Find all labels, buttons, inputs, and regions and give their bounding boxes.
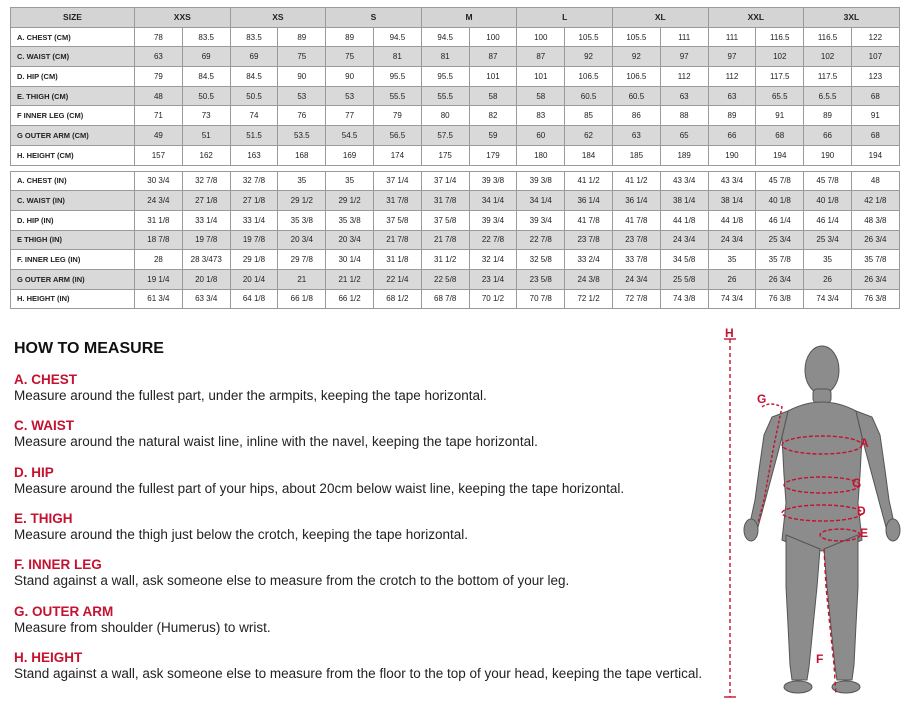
table-cell: 41 7/8	[612, 210, 660, 230]
table-cell: 89	[804, 106, 852, 126]
table-row	[11, 269, 900, 289]
table-cell: 39 3/4	[469, 210, 517, 230]
table-cell: 26	[708, 269, 756, 289]
table-cell: 22 7/8	[469, 230, 517, 250]
table-cell: 24 3/4	[660, 230, 708, 250]
table-cell: 70 1/2	[469, 289, 517, 309]
row-label: C. WAIST (CM)	[11, 47, 135, 67]
size-header: XL	[612, 8, 708, 28]
table-cell: 51.5	[230, 126, 278, 146]
table-cell: 57.5	[421, 126, 469, 146]
table-cell: 123	[851, 67, 899, 87]
measure-title: C. WAIST	[14, 418, 74, 433]
table-row	[11, 145, 900, 165]
table-cell: 20 1/4	[230, 269, 278, 289]
row-label: D. HIP (IN)	[11, 210, 135, 230]
size-header-row	[11, 8, 900, 28]
table-cell: 21	[278, 269, 326, 289]
table-cell: 51	[182, 126, 230, 146]
table-cell: 28 3/473	[182, 250, 230, 270]
table-cell: 48 3/8	[851, 210, 899, 230]
table-cell: 106.5	[612, 67, 660, 87]
measure-title: G. OUTER ARM	[14, 604, 114, 619]
table-cell: 34 1/4	[469, 191, 517, 211]
measure-text: Measure around the fullest part, under the armpits, keeping the tape horizontal.	[14, 388, 487, 403]
table-cell: 74 3/4	[708, 289, 756, 309]
table-cell: 65	[660, 126, 708, 146]
table-cell: 112	[708, 67, 756, 87]
table-cell: 117.5	[756, 67, 804, 87]
table-cell: 174	[373, 145, 421, 165]
table-row	[11, 106, 900, 126]
table-cell: 20 3/4	[326, 230, 374, 250]
table-cell: 48	[135, 86, 183, 106]
table-cell: 19 7/8	[230, 230, 278, 250]
table-cell: 179	[469, 145, 517, 165]
table-cell: 116.5	[756, 27, 804, 47]
table-cell: 19 7/8	[182, 230, 230, 250]
table-cell: 22 1/4	[373, 269, 421, 289]
table-cell: 31 7/8	[421, 191, 469, 211]
table-cell: 23 7/8	[565, 230, 613, 250]
table-cell: 76 3/8	[851, 289, 899, 309]
table-cell: 92	[565, 47, 613, 67]
table-cell: 58	[469, 86, 517, 106]
measure-item-inner-leg	[14, 557, 704, 589]
table-cell: 184	[565, 145, 613, 165]
table-cell: 37 5/8	[421, 210, 469, 230]
table-row	[11, 250, 900, 270]
row-label: A. CHEST (IN)	[11, 171, 135, 191]
measure-text: Measure around the thigh just below the crotch, keeping the tape horizontal.	[14, 527, 469, 542]
table-cell: 45 7/8	[804, 171, 852, 191]
table-cell: 122	[851, 27, 899, 47]
size-header: 3XL	[804, 8, 900, 28]
table-cell: 39 3/8	[469, 171, 517, 191]
measure-text: Stand against a wall, ask someone else to measure from the crotch to the bottom of your leg.	[14, 573, 570, 588]
table-cell: 61 3/4	[135, 289, 183, 309]
table-cell: 111	[708, 27, 756, 47]
table-cell: 65.5	[756, 86, 804, 106]
table-cell: 49	[135, 126, 183, 146]
table-cell: 63	[708, 86, 756, 106]
table-cell: 25 3/4	[804, 230, 852, 250]
table-cell: 18 7/8	[135, 230, 183, 250]
row-label: A. CHEST (CM)	[11, 27, 135, 47]
table-cell: 50.5	[230, 86, 278, 106]
table-cell: 83.5	[230, 27, 278, 47]
table-cell: 45 7/8	[756, 171, 804, 191]
table-cell: 36 1/4	[565, 191, 613, 211]
measure-title: D. HIP	[14, 465, 54, 480]
measure-title: E. THIGH	[14, 511, 73, 526]
table-cell: 63	[135, 47, 183, 67]
measure-item-waist	[14, 418, 704, 450]
table-cell: 22 5/8	[421, 269, 469, 289]
table-cell: 21 1/2	[326, 269, 374, 289]
size-chart-table	[10, 7, 900, 309]
table-cell: 63 3/4	[182, 289, 230, 309]
table-cell: 75	[278, 47, 326, 67]
table-cell: 26 3/4	[851, 230, 899, 250]
table-cell: 26 3/4	[756, 269, 804, 289]
measure-text: Measure around the natural waist line, inline with the navel, keeping the tape horizontal.	[14, 434, 538, 449]
table-cell: 92	[612, 47, 660, 67]
table-cell: 41 1/2	[612, 171, 660, 191]
table-cell: 87	[517, 47, 565, 67]
table-cell: 105.5	[565, 27, 613, 47]
table-cell: 100	[517, 27, 565, 47]
table-cell: 32 7/8	[230, 171, 278, 191]
letter-d: D	[857, 504, 866, 518]
table-cell: 91	[851, 106, 899, 126]
how-to-measure-heading: HOW TO MEASURE	[14, 340, 164, 357]
table-cell: 38 1/4	[708, 191, 756, 211]
table-cell: 175	[421, 145, 469, 165]
table-cell: 59	[469, 126, 517, 146]
body-measurement-figure	[712, 325, 907, 700]
table-cell: 71	[135, 106, 183, 126]
table-row	[11, 289, 900, 309]
table-cell: 89	[278, 27, 326, 47]
table-cell: 29 1/2	[278, 191, 326, 211]
table-cell: 37 1/4	[421, 171, 469, 191]
table-row	[11, 191, 900, 211]
table-cell: 42 1/8	[851, 191, 899, 211]
table-cell: 54.5	[326, 126, 374, 146]
table-cell: 24 3/4	[612, 269, 660, 289]
table-cell: 56.5	[373, 126, 421, 146]
table-cell: 35	[708, 250, 756, 270]
table-cell: 38 1/4	[660, 191, 708, 211]
table-cell: 101	[469, 67, 517, 87]
table-cell: 89	[708, 106, 756, 126]
table-cell: 60.5	[565, 86, 613, 106]
table-cell: 53	[326, 86, 374, 106]
table-cell: 31 1/8	[373, 250, 421, 270]
table-cell: 32 1/4	[469, 250, 517, 270]
table-cell: 23 5/8	[517, 269, 565, 289]
table-cell: 35	[326, 171, 374, 191]
table-cell: 117.5	[804, 67, 852, 87]
table-cell: 90	[278, 67, 326, 87]
table-cell: 189	[660, 145, 708, 165]
measure-title: H. HEIGHT	[14, 650, 83, 665]
table-cell: 90	[326, 67, 374, 87]
table-cell: 33 7/8	[612, 250, 660, 270]
table-cell: 30 1/4	[326, 250, 374, 270]
table-cell: 29 1/8	[230, 250, 278, 270]
table-cell: 185	[612, 145, 660, 165]
table-cell: 27 1/8	[182, 191, 230, 211]
table-cell: 190	[804, 145, 852, 165]
table-cell: 85	[565, 106, 613, 126]
table-cell: 94.5	[421, 27, 469, 47]
table-cell: 40 1/8	[804, 191, 852, 211]
table-cell: 55.5	[373, 86, 421, 106]
table-cell: 32 7/8	[182, 171, 230, 191]
table-cell: 27 1/8	[230, 191, 278, 211]
measure-title: F. INNER LEG	[14, 557, 102, 572]
row-label: H. HEIGHT (CM)	[11, 145, 135, 165]
row-label: F. INNER LEG (IN)	[11, 250, 135, 270]
table-cell: 44 1/8	[660, 210, 708, 230]
table-cell: 25 3/4	[756, 230, 804, 250]
table-cell: 22 7/8	[517, 230, 565, 250]
table-cell: 68 7/8	[421, 289, 469, 309]
size-header: M	[421, 8, 517, 28]
table-cell: 78	[135, 27, 183, 47]
table-cell: 39 3/4	[517, 210, 565, 230]
table-cell: 46 1/4	[804, 210, 852, 230]
table-cell: 37 1/4	[373, 171, 421, 191]
table-cell: 34 1/4	[517, 191, 565, 211]
table-cell: 28	[135, 250, 183, 270]
table-cell: 86	[612, 106, 660, 126]
table-cell: 162	[182, 145, 230, 165]
table-cell: 100	[469, 27, 517, 47]
table-cell: 194	[851, 145, 899, 165]
table-cell: 83	[517, 106, 565, 126]
table-cell: 84.5	[230, 67, 278, 87]
table-cell: 64 1/8	[230, 289, 278, 309]
table-cell: 6.5.5	[804, 86, 852, 106]
table-cell: 36 1/4	[612, 191, 660, 211]
table-cell: 83.5	[182, 27, 230, 47]
measure-item-height	[14, 650, 704, 682]
table-cell: 40 1/8	[756, 191, 804, 211]
table-row	[11, 67, 900, 87]
table-cell: 46 1/4	[756, 210, 804, 230]
table-cell: 50.5	[182, 86, 230, 106]
measure-text: Measure from shoulder (Humerus) to wrist.	[14, 620, 271, 635]
table-cell: 157	[135, 145, 183, 165]
table-cell: 26 3/4	[851, 269, 899, 289]
table-cell: 180	[517, 145, 565, 165]
table-cell: 43 3/4	[660, 171, 708, 191]
table-cell: 35 3/8	[326, 210, 374, 230]
table-cell: 80	[421, 106, 469, 126]
table-cell: 70 7/8	[517, 289, 565, 309]
table-cell: 53.5	[278, 126, 326, 146]
table-cell: 87	[469, 47, 517, 67]
table-cell: 68	[756, 126, 804, 146]
table-cell: 107	[851, 47, 899, 67]
table-cell: 21 7/8	[373, 230, 421, 250]
table-cell: 66 1/2	[326, 289, 374, 309]
table-cell: 66	[804, 126, 852, 146]
table-cell: 74	[230, 106, 278, 126]
row-label: G OUTER ARM (CM)	[11, 126, 135, 146]
measure-item-thigh	[14, 511, 704, 543]
table-row	[11, 86, 900, 106]
table-cell: 76 3/8	[756, 289, 804, 309]
table-cell: 190	[708, 145, 756, 165]
table-cell: 194	[756, 145, 804, 165]
letter-h: H	[725, 326, 734, 340]
table-cell: 23 7/8	[612, 230, 660, 250]
table-cell: 91	[756, 106, 804, 126]
table-cell: 72 7/8	[612, 289, 660, 309]
table-cell: 68	[851, 126, 899, 146]
table-row	[11, 171, 900, 191]
table-cell: 81	[373, 47, 421, 67]
table-cell: 23 1/4	[469, 269, 517, 289]
table-cell: 31 1/2	[421, 250, 469, 270]
table-cell: 76	[278, 106, 326, 126]
table-cell: 73	[182, 106, 230, 126]
table-cell: 62	[565, 126, 613, 146]
table-cell: 89	[326, 27, 374, 47]
size-header: XXS	[135, 8, 231, 28]
measure-title: A. CHEST	[14, 372, 78, 387]
table-cell: 88	[660, 106, 708, 126]
table-cell: 24 3/4	[135, 191, 183, 211]
table-cell: 30 3/4	[135, 171, 183, 191]
measure-item-outer-arm	[14, 604, 704, 636]
table-cell: 26	[804, 269, 852, 289]
table-cell: 79	[373, 106, 421, 126]
size-header: S	[326, 8, 422, 28]
table-cell: 37 5/8	[373, 210, 421, 230]
table-cell: 31 1/8	[135, 210, 183, 230]
letter-c: C	[852, 476, 861, 490]
letter-g: G	[757, 392, 767, 406]
table-cell: 66	[708, 126, 756, 146]
table-cell: 95.5	[421, 67, 469, 87]
table-cell: 95.5	[373, 67, 421, 87]
table-cell: 35	[278, 171, 326, 191]
table-cell: 79	[135, 67, 183, 87]
table-cell: 44 1/8	[708, 210, 756, 230]
table-cell: 29 1/2	[326, 191, 374, 211]
body-silhouette	[744, 346, 900, 693]
table-cell: 24 3/8	[565, 269, 613, 289]
table-cell: 35 7/8	[756, 250, 804, 270]
table-cell: 41 7/8	[565, 210, 613, 230]
table-cell: 97	[660, 47, 708, 67]
table-cell: 116.5	[804, 27, 852, 47]
measure-text: Measure around the fullest part of your hips, about 20cm below waist line, keeping the tape horizontal.	[14, 481, 625, 496]
table-row	[11, 126, 900, 146]
table-cell: 60	[517, 126, 565, 146]
table-cell: 106.5	[565, 67, 613, 87]
table-cell: 82	[469, 106, 517, 126]
table-cell: 35 7/8	[851, 250, 899, 270]
table-cell: 75	[326, 47, 374, 67]
table-cell: 32 5/8	[517, 250, 565, 270]
letter-a: A	[860, 436, 869, 450]
table-cell: 63	[612, 126, 660, 146]
table-cell: 41 1/2	[565, 171, 613, 191]
size-header: XXL	[708, 8, 804, 28]
table-cell: 84.5	[182, 67, 230, 87]
table-cell: 33 1/4	[230, 210, 278, 230]
table-row	[11, 47, 900, 67]
row-label: D. HIP (CM)	[11, 67, 135, 87]
size-header: XS	[230, 8, 326, 28]
table-cell: 81	[421, 47, 469, 67]
table-cell: 68	[851, 86, 899, 106]
table-cell: 74 3/8	[660, 289, 708, 309]
table-cell: 39 3/8	[517, 171, 565, 191]
row-label: F INNER LEG (CM)	[11, 106, 135, 126]
table-cell: 74 3/4	[804, 289, 852, 309]
table-cell: 68 1/2	[373, 289, 421, 309]
table-cell: 63	[660, 86, 708, 106]
measure-text: Stand against a wall, ask someone else to measure from the floor to the top of your head, keeping the tape vertical.	[14, 666, 703, 681]
table-cell: 21 7/8	[421, 230, 469, 250]
row-label: C. WAIST (IN)	[11, 191, 135, 211]
table-cell: 20 3/4	[278, 230, 326, 250]
table-cell: 25 5/8	[660, 269, 708, 289]
table-cell: 58	[517, 86, 565, 106]
table-cell: 35 3/8	[278, 210, 326, 230]
row-label: E THIGH (IN)	[11, 230, 135, 250]
table-cell: 31 7/8	[373, 191, 421, 211]
table-cell: 19 1/4	[135, 269, 183, 289]
letter-f: F	[816, 652, 824, 666]
table-cell: 66 1/8	[278, 289, 326, 309]
letter-e: E	[860, 526, 869, 540]
table-cell: 33 2/4	[565, 250, 613, 270]
row-label: H. HEIGHT (IN)	[11, 289, 135, 309]
table-cell: 163	[230, 145, 278, 165]
table-cell: 102	[804, 47, 852, 67]
row-label: G OUTER ARM (IN)	[11, 269, 135, 289]
table-cell: 48	[851, 171, 899, 191]
table-cell: 53	[278, 86, 326, 106]
table-cell: 105.5	[612, 27, 660, 47]
table-row	[11, 210, 900, 230]
table-cell: 69	[230, 47, 278, 67]
table-cell: 33 1/4	[182, 210, 230, 230]
table-cell: 72 1/2	[565, 289, 613, 309]
table-cell: 112	[660, 67, 708, 87]
table-cell: 168	[278, 145, 326, 165]
table-cell: 35	[804, 250, 852, 270]
measure-item-hip	[14, 465, 704, 497]
table-cell: 43 3/4	[708, 171, 756, 191]
table-cell: 60.5	[612, 86, 660, 106]
table-cell: 111	[660, 27, 708, 47]
measure-item-chest	[14, 372, 704, 404]
size-header: L	[517, 8, 613, 28]
table-cell: 69	[182, 47, 230, 67]
table-cell: 102	[756, 47, 804, 67]
table-cell: 24 3/4	[708, 230, 756, 250]
table-cell: 20 1/8	[182, 269, 230, 289]
table-cell: 101	[517, 67, 565, 87]
table-row	[11, 27, 900, 47]
table-cell: 55.5	[421, 86, 469, 106]
table-cell: 169	[326, 145, 374, 165]
table-cell: 29 7/8	[278, 250, 326, 270]
table-cell: 34 5/8	[660, 250, 708, 270]
row-label: E. THIGH (CM)	[11, 86, 135, 106]
table-cell: 77	[326, 106, 374, 126]
size-header-label: SIZE	[11, 8, 135, 28]
table-cell: 94.5	[373, 27, 421, 47]
table-row	[11, 230, 900, 250]
table-cell: 97	[708, 47, 756, 67]
